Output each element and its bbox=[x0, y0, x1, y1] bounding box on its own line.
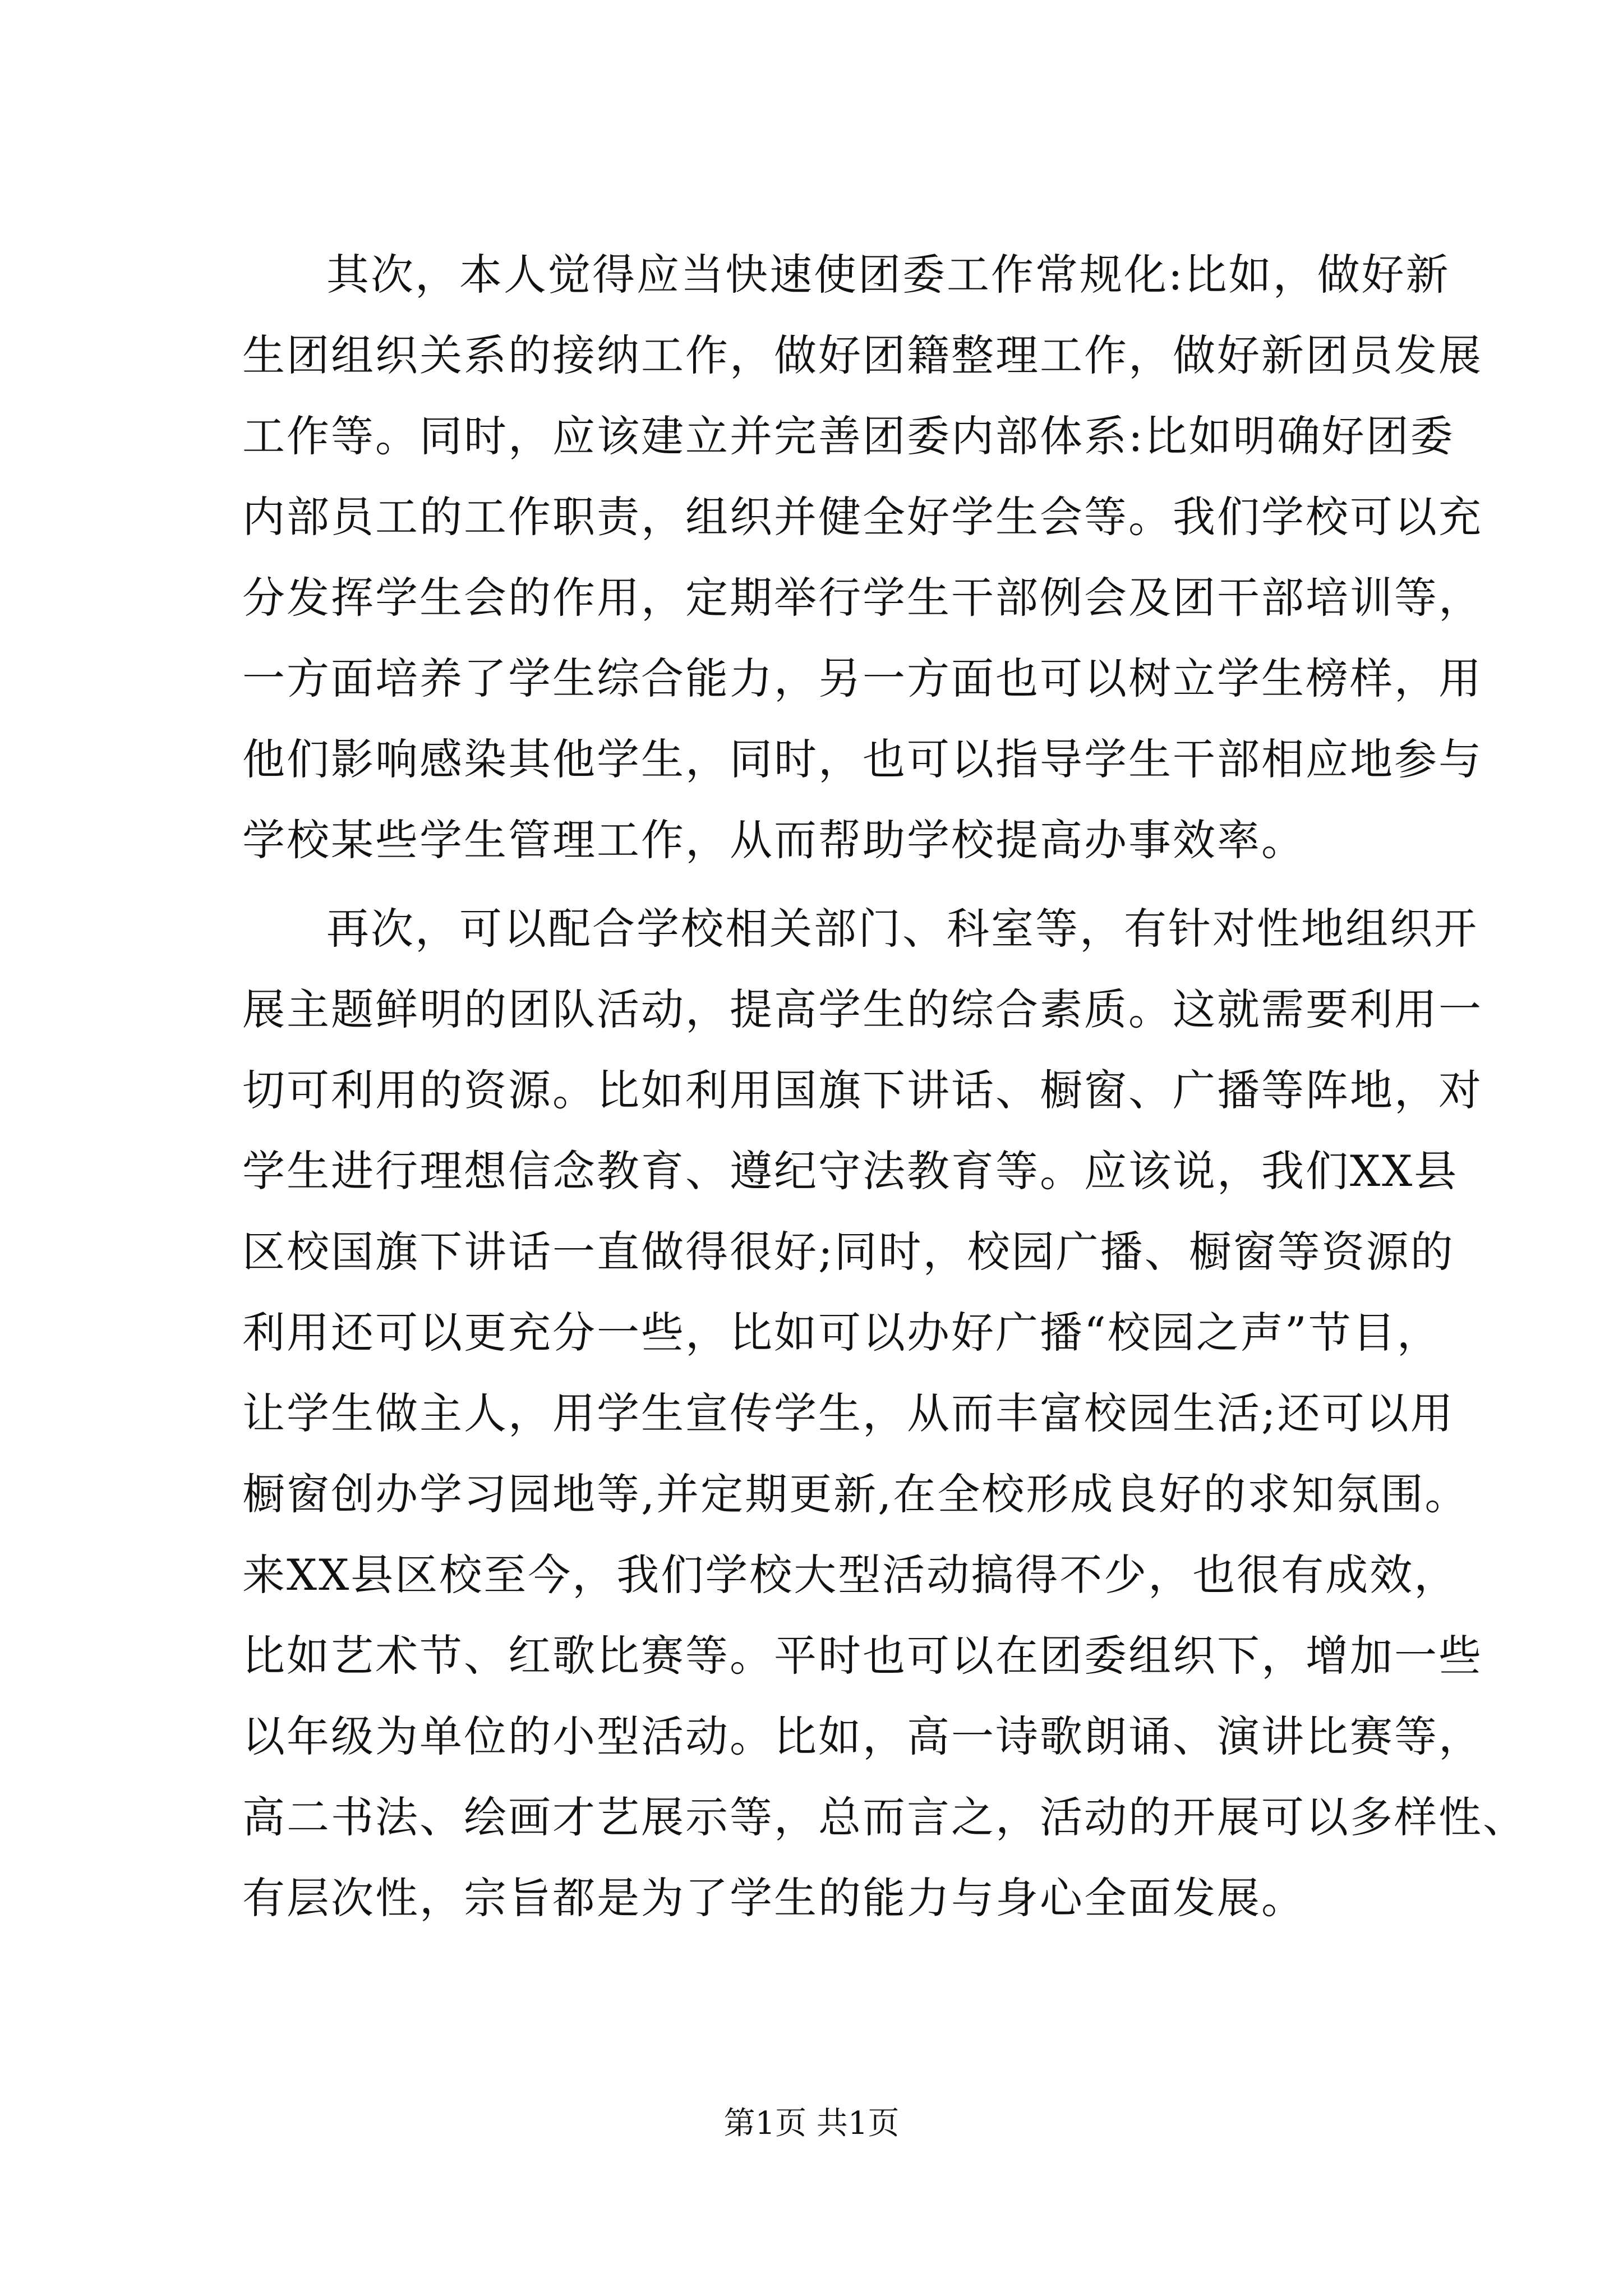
paragraph-line: 内部员工的工作职责，组织并健全好学生会等。我们学校可以充 bbox=[242, 492, 1483, 542]
paragraph-line: 他们影响感染其他学生，同时，也可以指导学生干部相应地参与 bbox=[242, 734, 1483, 784]
paragraph-line: 生团组织关系的接纳工作，做好团籍整理工作，做好新团员发展 bbox=[242, 330, 1483, 380]
paragraph-line: 再次，可以配合学校相关部门、科室等，有针对性地组织开 bbox=[326, 904, 1478, 954]
paragraph-line: 有层次性，宗旨都是为了学生的能力与身心全面发展。 bbox=[242, 1873, 1306, 1923]
paragraph-line: 展主题鲜明的团队活动，提高学生的综合素质。这就需要利用一 bbox=[242, 984, 1483, 1034]
paragraph-line: 工作等。同时，应该建立并完善团委内部体系:比如明确好团委 bbox=[242, 411, 1455, 461]
page-number-footer: 第1页 共1页 bbox=[723, 2105, 900, 2142]
paragraph-line: 橱窗创办学习园地等,并定期更新,在全校形成良好的求知氛围。 bbox=[242, 1469, 1469, 1519]
paragraph-line: 让学生做主人，用学生宣传学生，从而丰富校园生活;还可以用 bbox=[242, 1388, 1455, 1438]
paragraph-line: 高二书法、绘画才艺展示等，总而言之，活动的开展可以多样性、 bbox=[242, 1792, 1527, 1842]
paragraph-1 bbox=[242, 234, 1483, 881]
paragraph-line: 学生进行理想信念教育、遵纪守法教育等。应该说，我们XX县 bbox=[242, 1146, 1459, 1196]
paragraph-line: 比如艺术节、红歌比赛等。平时也可以在团委组织下，增加一些 bbox=[242, 1631, 1483, 1681]
document-body bbox=[242, 234, 1527, 1939]
paragraph-line: 以年级为单位的小型活动。比如，高一诗歌朗诵、演讲比赛等， bbox=[242, 1711, 1483, 1761]
paragraph-line: 分发挥学生会的作用，定期举行学生干部例会及团干部培训等， bbox=[242, 573, 1483, 623]
paragraph-gap bbox=[242, 881, 1409, 889]
paragraph-line: 来XX县区校至今，我们学校大型活动搞得不少，也很有成效， bbox=[242, 1550, 1459, 1600]
paragraph-line: 切可利用的资源。比如利用国旗下讲话、橱窗、广播等阵地，对 bbox=[242, 1065, 1483, 1115]
paragraph-line: 利用还可以更充分一些，比如可以办好广播“校园之声”节目， bbox=[242, 1308, 1441, 1358]
paragraph-line: 其次，本人觉得应当快速使团委工作常规化:比如，做好新 bbox=[326, 250, 1450, 300]
paragraph-line: 一方面培养了学生综合能力，另一方面也可以树立学生榜样，用 bbox=[242, 654, 1483, 703]
paragraph-2 bbox=[242, 889, 1527, 1939]
paragraph-line: 学校某些学生管理工作，从而帮助学校提高办事效率。 bbox=[242, 815, 1306, 865]
paragraph-line: 区校国旗下讲话一直做得很好;同时，校园广播、橱窗等资源的 bbox=[242, 1227, 1455, 1277]
